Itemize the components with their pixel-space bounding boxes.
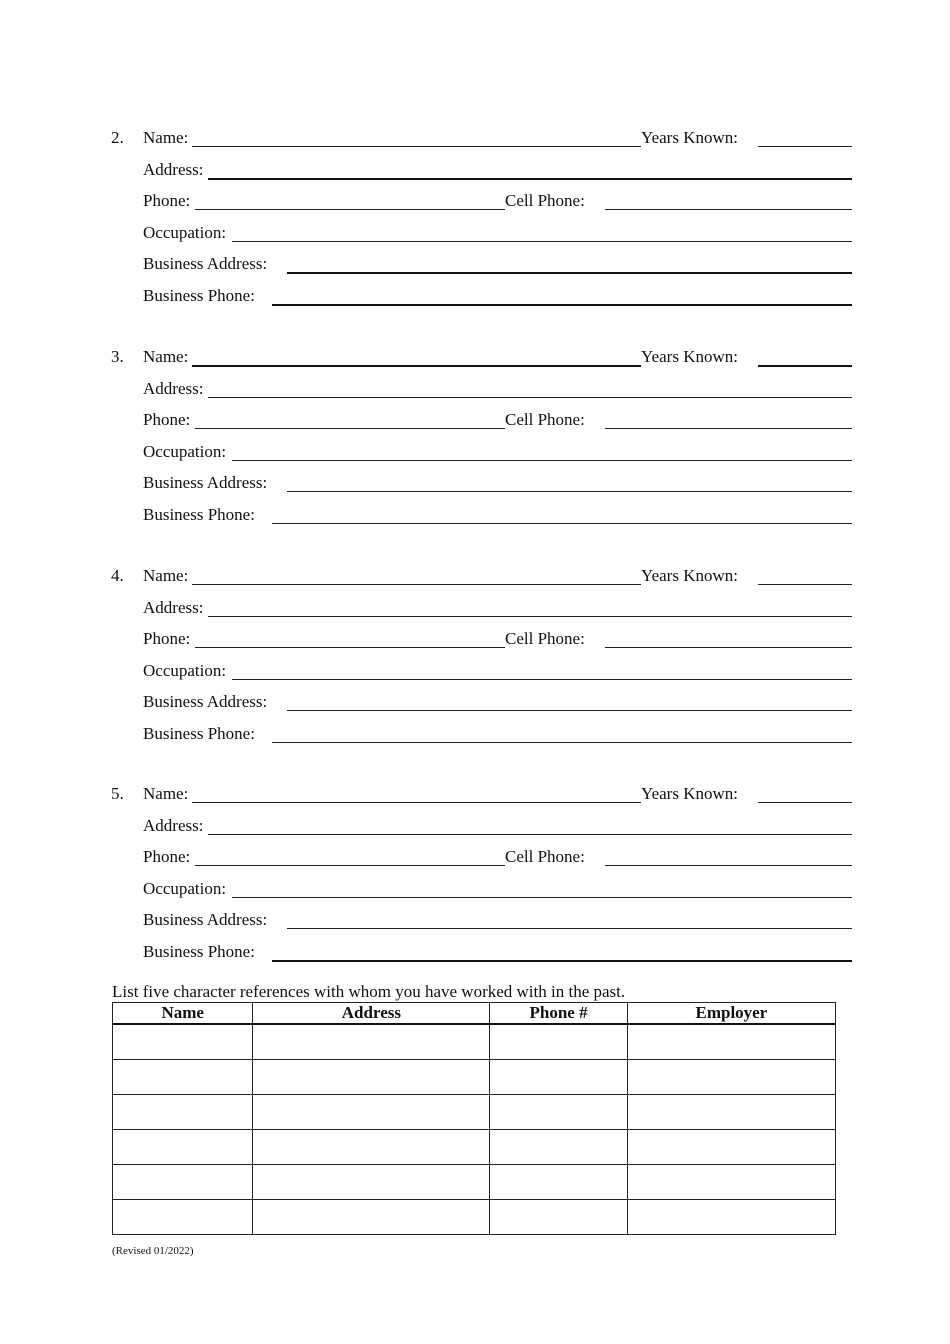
- business-phone-field[interactable]: [272, 304, 852, 306]
- business-address-field[interactable]: [287, 272, 852, 274]
- reference-number: 3.: [111, 347, 124, 366]
- cell-phone-field[interactable]: [605, 428, 852, 429]
- business-address-label: Business Address:: [143, 473, 268, 493]
- name-label: Name:: [143, 347, 189, 366]
- phone-cell[interactable]: [490, 1165, 627, 1200]
- address-cell[interactable]: [253, 1060, 490, 1095]
- business-address-label: Business Address:: [143, 692, 268, 712]
- address-field[interactable]: [208, 834, 852, 835]
- years-known-label: Years Known:: [641, 784, 738, 803]
- business-address-label: Business Address:: [143, 254, 268, 274]
- table-header-row: [113, 1003, 836, 1025]
- name-cell[interactable]: [113, 1024, 253, 1060]
- phone-field[interactable]: [195, 647, 505, 648]
- table-row: [113, 1095, 836, 1130]
- name-field[interactable]: [192, 584, 641, 585]
- address-label: Address:: [143, 159, 204, 179]
- cell-phone-field[interactable]: [605, 209, 852, 210]
- cell-phone-label: Cell Phone:: [505, 847, 585, 867]
- occupation-field[interactable]: [232, 897, 852, 898]
- occupation-label: Occupation:: [143, 222, 227, 242]
- name-cell[interactable]: [113, 1060, 253, 1095]
- address-cell[interactable]: [253, 1024, 490, 1060]
- name-label: Name:: [143, 784, 189, 803]
- name-cell[interactable]: [113, 1095, 253, 1130]
- business-phone-label: Business Phone:: [143, 724, 255, 743]
- name-field[interactable]: [192, 146, 641, 147]
- phone-label: Phone:: [143, 629, 191, 649]
- cell-phone-field[interactable]: [605, 865, 852, 866]
- occupation-label: Occupation:: [143, 660, 227, 680]
- phone-cell[interactable]: [490, 1130, 627, 1165]
- years-known-label: Years Known:: [641, 566, 738, 585]
- name-cell[interactable]: [113, 1165, 253, 1200]
- phone-field[interactable]: [195, 865, 505, 866]
- address-field[interactable]: [208, 178, 852, 180]
- address-label: Address:: [143, 378, 204, 398]
- business-address-field[interactable]: [287, 928, 852, 929]
- employer-cell[interactable]: [627, 1200, 835, 1235]
- years-known-field[interactable]: [758, 365, 852, 367]
- address-label: Address:: [143, 597, 204, 617]
- column-header-employer: Employer: [627, 1003, 835, 1025]
- employer-cell[interactable]: [627, 1024, 835, 1060]
- phone-cell[interactable]: [490, 1095, 627, 1130]
- name-field[interactable]: [192, 802, 641, 803]
- address-cell[interactable]: [253, 1200, 490, 1235]
- years-known-label: Years Known:: [641, 128, 738, 147]
- phone-field[interactable]: [195, 428, 505, 429]
- business-phone-label: Business Phone:: [143, 505, 255, 524]
- occupation-field[interactable]: [232, 679, 852, 680]
- occupation-label: Occupation:: [143, 441, 227, 461]
- column-header-address: Address: [253, 1003, 490, 1025]
- address-cell[interactable]: [253, 1095, 490, 1130]
- employer-cell[interactable]: [627, 1130, 835, 1165]
- phone-cell[interactable]: [490, 1200, 627, 1235]
- occupation-label: Occupation:: [143, 878, 227, 898]
- table-row: [113, 1165, 836, 1200]
- business-phone-field[interactable]: [272, 523, 852, 524]
- reference-number: 4.: [111, 566, 124, 585]
- reference-number: 2.: [111, 128, 124, 147]
- name-cell[interactable]: [113, 1200, 253, 1235]
- phone-label: Phone:: [143, 191, 191, 211]
- business-phone-label: Business Phone:: [143, 942, 255, 961]
- name-field[interactable]: [192, 365, 641, 367]
- business-address-field[interactable]: [287, 491, 852, 492]
- business-phone-label: Business Phone:: [143, 286, 255, 305]
- phone-label: Phone:: [143, 847, 191, 867]
- phone-cell[interactable]: [490, 1024, 627, 1060]
- character-references-intro: List five character references with whom you have worked with in the past.: [112, 982, 626, 1001]
- business-address-field[interactable]: [287, 710, 852, 711]
- phone-field[interactable]: [195, 209, 505, 210]
- years-known-label: Years Known:: [641, 347, 738, 366]
- name-label: Name:: [143, 566, 189, 585]
- cell-phone-label: Cell Phone:: [505, 410, 585, 430]
- reference-number: 5.: [111, 784, 124, 803]
- employer-cell[interactable]: [627, 1060, 835, 1095]
- cell-phone-field[interactable]: [605, 647, 852, 648]
- years-known-field[interactable]: [758, 146, 852, 147]
- name-label: Name:: [143, 128, 189, 147]
- phone-label: Phone:: [143, 410, 191, 430]
- table-row: [113, 1130, 836, 1165]
- column-header-name: Name: [113, 1003, 253, 1025]
- table-row: [113, 1060, 836, 1095]
- phone-cell[interactable]: [490, 1060, 627, 1095]
- occupation-field[interactable]: [232, 241, 852, 242]
- column-header-phone: Phone #: [490, 1003, 627, 1025]
- business-address-label: Business Address:: [143, 910, 268, 930]
- years-known-field[interactable]: [758, 584, 852, 585]
- table-row: [113, 1024, 836, 1060]
- name-cell[interactable]: [113, 1130, 253, 1165]
- years-known-field[interactable]: [758, 802, 852, 803]
- occupation-field[interactable]: [232, 460, 852, 461]
- employer-cell[interactable]: [627, 1165, 835, 1200]
- cell-phone-label: Cell Phone:: [505, 629, 585, 649]
- revision-note: (Revised 01/2022): [112, 1245, 194, 1257]
- address-label: Address:: [143, 815, 204, 835]
- address-field[interactable]: [208, 616, 852, 617]
- address-cell[interactable]: [253, 1130, 490, 1165]
- cell-phone-label: Cell Phone:: [505, 191, 585, 211]
- address-cell[interactable]: [253, 1165, 490, 1200]
- business-phone-field[interactable]: [272, 742, 852, 743]
- table-row: [113, 1200, 836, 1235]
- character-references-table: [112, 1002, 836, 1235]
- employer-cell[interactable]: [627, 1095, 835, 1130]
- business-phone-field[interactable]: [272, 960, 852, 962]
- address-field[interactable]: [208, 397, 852, 398]
